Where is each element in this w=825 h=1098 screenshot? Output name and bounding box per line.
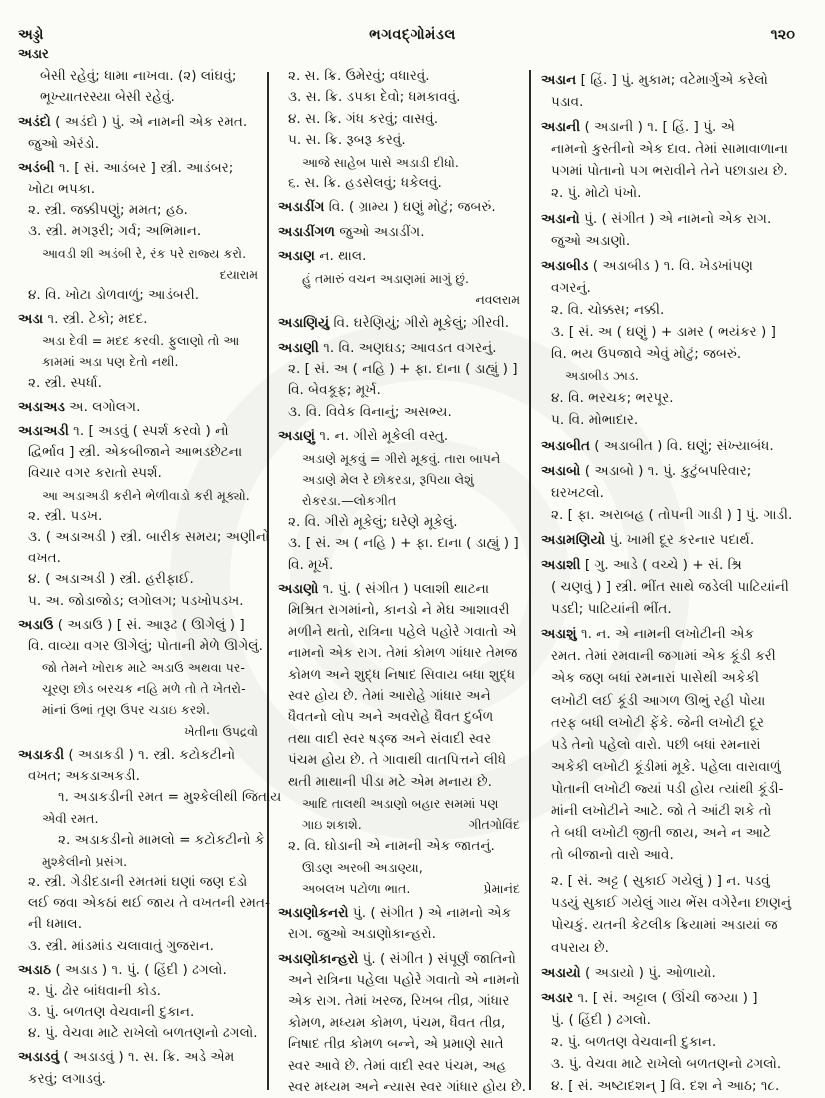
quotation-line: અડાણે મેલ રે છોકરડા, રૂપિયા લેશું bbox=[302, 472, 474, 488]
definition-line: ૨. [ સં. અ ( નહિ ) + ફા. દાના ( ડાહ્યું ) ] bbox=[288, 361, 518, 378]
definition-line: માંની લખોટીને આટે. જો તે આંટી શકે તો bbox=[551, 803, 772, 819]
entry-headline bbox=[541, 987, 811, 1009]
definition-line: વખત; અકડાઅકડી. bbox=[28, 768, 140, 784]
definition-line: ૨. સ્ત્રી. પડખ. bbox=[28, 507, 103, 524]
entry-headline bbox=[18, 158, 262, 179]
definition-line: ખોટા ભપકા. bbox=[28, 180, 96, 197]
entry-definition: ( અડાબીડ ) ૧. વિ. ખેડખાંપણ bbox=[592, 257, 754, 274]
quotation-line: કામમાં અડા પણ દેતો નથી. bbox=[42, 354, 179, 370]
definition-line: ૪. વિ. ભરચક; ભરપૂર. bbox=[551, 390, 674, 407]
example-line: મુશ્કેલીનો પ્રસંગ. bbox=[42, 853, 128, 869]
definition-line: ૪. પું. વેચવા માટે રાખેલો બળતણનો ઢગલો. bbox=[28, 1025, 258, 1042]
entry-definition: જુઓ અડાડીંગ. bbox=[339, 223, 425, 240]
definition-line: પડદી; પાટિયાંની ભીંત. bbox=[551, 601, 672, 618]
definition-line: ધૈવતનો લોપ અને અવરોહે ધૈવત દુર્બળ bbox=[288, 709, 494, 726]
headword: અડા bbox=[18, 311, 44, 328]
entry-definition: અ. લગોલગ. bbox=[69, 398, 141, 415]
entry-headline bbox=[278, 949, 524, 970]
entry-headline bbox=[278, 579, 524, 600]
headword: અડાણો bbox=[278, 580, 319, 597]
quotation-source: દયારામ bbox=[219, 266, 258, 282]
definition-line: લખોટી લઈ કૂંડી આગળ ઊભું રહી પોયા bbox=[551, 692, 766, 709]
entry-headline bbox=[541, 460, 811, 482]
entry-definition: ( અડાડ ) ૧. પું. ( હિંદી ) ઢગલો. bbox=[55, 961, 227, 978]
definition-line: કોમળ, મધ્યમ કોમળ, પંચમ, ધૈવત તીવ્ર, bbox=[288, 1014, 506, 1031]
entry-headline bbox=[541, 435, 811, 457]
page-number: ૧૨૦ bbox=[770, 27, 795, 43]
entry-definition: વિ. ( ગ્રામ્ય ) ઘણું મોટું; જબરું. bbox=[328, 199, 496, 216]
headword: અડાઅડી bbox=[18, 423, 69, 439]
entry-definition: [ ગુ. આડે ( વચ્ચે ) + સં. શ્રિ bbox=[584, 556, 742, 573]
quotation-line: અડા દેવી = મદદ કરવી. ફુલાણો તો આ bbox=[42, 333, 240, 349]
entry-headline bbox=[278, 246, 524, 267]
column-right bbox=[541, 66, 811, 1097]
headword: અડાબીડ bbox=[541, 257, 589, 274]
definition-line: ૫. સ. ક્રિ. રૂબરૂ કરવું. bbox=[288, 132, 406, 149]
definition-line: અકેકી લખોટી કૂંડીમાં મૂકે. પહેલા વારાવાળું bbox=[551, 758, 781, 775]
headword: અડાણોકાન્હરો bbox=[278, 950, 359, 967]
entry-headline bbox=[541, 69, 811, 91]
definition-line: ૨. [ ફા. અરાબહ ( તોપની ગાડી ) ] પું. ગાડી. bbox=[551, 506, 793, 523]
definition-line: ૩. પું. બળતણ વેચવાની દુકાન. bbox=[28, 1004, 195, 1021]
headword: અડાનો bbox=[541, 210, 580, 227]
entry-headline bbox=[541, 962, 811, 984]
quotation-line bbox=[278, 814, 524, 835]
quotation-line: આ અડાઅડી કરીને ભેળીવાડો કરી મૂક્યો. bbox=[42, 487, 250, 503]
quotation-source: ગીતગોવિંદ bbox=[468, 817, 520, 833]
definition-line: લઈ જવા એકઠાં થઈ જાય તે વખતની રમત- bbox=[28, 895, 270, 912]
entry-definition: ( અડાબીત ) વિ. ઘણું; સંખ્યાબંધ. bbox=[594, 437, 774, 454]
entry-headline bbox=[18, 112, 262, 133]
definition-line: વિ. મૂર્ખ. bbox=[288, 556, 334, 573]
headword: અડાશી bbox=[541, 556, 581, 573]
definition-line: બેસી રહેવું; ધામા નાખવા. (૨) લાંઘવું; bbox=[40, 68, 237, 84]
entry-definition: ( અડાકડી ) ૧. સ્ત્રી. કટોકટીનો bbox=[68, 746, 236, 763]
headword: અડાણું bbox=[278, 428, 315, 445]
definition-line: કરવું; લગાડવું. bbox=[28, 1070, 106, 1087]
headword: અડાણોકનરો bbox=[278, 904, 349, 921]
definition-line: પગમાં પોતાનો પગ ભરાવીને તેને પછાડાય છે. bbox=[551, 163, 788, 180]
entry-definition: પું. ( સંગીત ) સંપૂર્ણ જાતિનો bbox=[362, 950, 516, 967]
headword: અડાઉ bbox=[18, 616, 54, 633]
entry-definition: ૧. ન. એ નામની લખોટીની એક bbox=[580, 626, 755, 643]
entry-definition: પું. ખામી દૂર કરનાર પદાર્થ. bbox=[609, 531, 755, 548]
headword: અડંબી bbox=[18, 159, 55, 176]
definition-line: ૨. સ્ત્રી. જક્કીપણું; મમત; હઠ. bbox=[28, 202, 188, 219]
definition-line: વિચાર વગર કરાતો સ્પર્શ. bbox=[28, 465, 162, 482]
definition-line: ૪. ( અડાઅડી ) સ્ત્રી. હરીફાઈ. bbox=[28, 571, 194, 588]
headword: અડાડીંગળ bbox=[278, 223, 336, 240]
definition-line: વખત. bbox=[28, 550, 61, 567]
quotation-line: આવડી શી અડંબી રે, રંક પરે રાજ્ય કરો. bbox=[42, 245, 247, 261]
definition-line: ૨. સ્ત્રી. સ્પર્ધા. bbox=[28, 374, 102, 391]
entry-headline bbox=[18, 745, 262, 766]
quotation-source: ખેતીના ઉપદ્રવો bbox=[184, 723, 258, 739]
definition-line: ૩. [ સં. અ ( નહિ ) + ફા. દાના ( ડાહ્યું ) ] bbox=[288, 535, 519, 552]
definition-line: સ્વર હોય છે. તેમાં આરોહે ગાંધાર અને bbox=[288, 687, 491, 704]
entry-headline bbox=[541, 623, 811, 645]
entry-headline bbox=[18, 960, 262, 981]
definition-line: ૫. વિ. મોભાદાર. bbox=[551, 412, 639, 429]
entry-headline bbox=[278, 338, 524, 359]
definition-line: ૪. વિ. ખોટા ડોળવાળું; આડંબરી. bbox=[28, 286, 200, 303]
definition-line: નિષાદ તીવ્ર કોમળ બન્ને, એ પ્રમાણે સાતે bbox=[288, 1036, 504, 1053]
example-line: એવી રમત. bbox=[42, 811, 99, 827]
definition-line: ૨. વિ. ગીરો મૂકેલું; ઘરેણે મૂકેલું. bbox=[288, 513, 458, 530]
headword: અડાણિયું bbox=[278, 315, 330, 332]
quotation-line: આદિ તાલથી અડાણો બહાર સમમાં પણ bbox=[302, 795, 499, 811]
definition-line: તે બધી લખોટી જીતી જાય, અને ન આટે bbox=[551, 825, 771, 842]
headword: અડાર bbox=[541, 989, 574, 1006]
headword: અડાડીંગ bbox=[278, 199, 325, 216]
entry-headline bbox=[18, 615, 262, 636]
entry-definition: ( અડાઉ ) [ સં. આરૂઢ ( ઊગેલું ) ] bbox=[57, 616, 245, 633]
definition-line: ૨. વિ. ચોક્કસ; નક્કી. bbox=[551, 301, 665, 318]
headword: અડાની bbox=[541, 119, 581, 136]
definition-line: ૩. સ્ત્રી. મગરૂરી; ગર્વ; અભિમાન. bbox=[28, 223, 202, 240]
entry-headline bbox=[18, 397, 262, 418]
headword: અડંદો bbox=[18, 114, 51, 131]
quotation-line: અડાબીડ ઝાડ. bbox=[565, 368, 639, 384]
headword: અડાડવું bbox=[18, 1049, 60, 1066]
entry-headline bbox=[18, 309, 262, 330]
definition-line: દ્વિર્ભાવ ] સ્ત્રી. એકબીજાને આભડછેટના bbox=[28, 444, 243, 461]
definition-line: અને રાત્રિના પહેલા પહોરે ગવાતો એ નામનો bbox=[288, 972, 520, 989]
column-divider bbox=[529, 70, 531, 1090]
headword: અડાન bbox=[541, 72, 577, 88]
quotation-source: પ્રેમાનંદ bbox=[483, 881, 520, 897]
entry-headline bbox=[541, 529, 811, 551]
definition-line: ભૂખ્યાતરસ્યા બેસી રહેવું. bbox=[40, 89, 175, 106]
definition-line: મિશ્રિત રાગમાંનો, કાનડો ને મેઘ આશાવરી bbox=[288, 602, 510, 619]
entry-headline bbox=[278, 222, 524, 243]
column-left bbox=[18, 66, 282, 1090]
definition-line: પોચકું. યતની કેટલીક ક્રિયામાં અડાયાં જ bbox=[551, 917, 778, 934]
quotation-line: ચૂરણ છોડ બરચક નહિ મળે તો તે ખેતરો- bbox=[42, 681, 246, 697]
entry-definition: [ હિં. ] પું. મુકામ; વટેમાર્ગુએ કરેલો bbox=[580, 72, 768, 88]
definition-line: મળીને થતો, રાત્રિના પહેલે પહોરે ગવાતો એ bbox=[288, 623, 517, 640]
definition-line: જુઓ અડાણો. bbox=[551, 232, 631, 249]
definition-line: એક રાગ. તેમાં ખરજ, રિખબ તીવ્ર, ગાંધાર bbox=[288, 993, 510, 1010]
definition-line: ૨. સ્ત્રી. ગેડીદડાની રમતમાં ઘણાં જણ દડો bbox=[28, 873, 248, 890]
example-line: ૨. અડાકડીનો મામલો = કટોકટીનો કે bbox=[58, 831, 265, 848]
headword: અડાણી bbox=[278, 339, 319, 356]
headword: અડામણિયો bbox=[541, 531, 606, 548]
definition-line: ૨. સ. ક્રિ. ઉમેરવું; વધારવું. bbox=[288, 68, 430, 84]
entry-headline bbox=[541, 554, 811, 576]
entry-definition: ૧. [ અડવું ( સ્પર્શ કરવો ) નો bbox=[73, 423, 229, 439]
entry-definition: ૧. [ સં. આડંબર ] સ્ત્રી. આડંબર; bbox=[58, 159, 234, 176]
definition-line: ૩. સ. ક્રિ. ડપકા દેવો; ધમકાવવું. bbox=[288, 89, 461, 106]
headword: અડાણ bbox=[278, 248, 315, 265]
guide-word-first: અડ્ડો bbox=[18, 27, 44, 43]
definition-line: વિ. બેવકૂફ; મૂર્ખ. bbox=[288, 382, 381, 399]
quotation-text: ગાઇ શકાશે. bbox=[302, 817, 362, 833]
quotation-line: ઊડણ અરબી અડાણ્યા, bbox=[302, 860, 423, 876]
definition-line: ની ધમાલ. bbox=[28, 916, 83, 933]
entry-definition: ( અડંદો ) પું. એ નામની એક રમત. bbox=[55, 114, 248, 131]
headword: અડાશું bbox=[541, 626, 577, 643]
entry-definition: વિ. ઘરેણિયું; ગીરો મૂકેલું; ગીરવી. bbox=[333, 315, 510, 332]
headword: અડાબો bbox=[541, 462, 581, 479]
entry-definition: ( અડાયો ) પું. ઓળાયો. bbox=[585, 964, 716, 981]
quotation-text: અબલખ પટોળા ભાત. bbox=[302, 881, 411, 897]
definition-line: નામનો કુસ્તીનો એક દાવ. તેમાં સામાવાળાના bbox=[551, 141, 788, 158]
headword: અડાઠ bbox=[18, 961, 52, 978]
definition-line: ૨. [ સં. અટ્ટ ( સુકાઈ ગયેલું ) ] ન. પડવું bbox=[551, 873, 770, 890]
definition-line: કોમળ અને શુદ્ધ નિષાદ સિવાય બધા શુદ્ધ bbox=[288, 666, 516, 683]
definition-line: ૨. વિ. ઘોડાની એ નામની એક જાતનું. bbox=[288, 837, 495, 854]
definition-line: રાગ. જુઓ અડાણોકાન્હરો. bbox=[288, 926, 436, 943]
quotation-line: માંનાં ઉભાં તૃણ ઉપર ચડાઇ કરશે. bbox=[42, 702, 210, 718]
definition-line: ૨. પું. ઢોર બાંધવાની કોડ. bbox=[28, 982, 161, 999]
definition-line: વિ. ભય ઉપજાવે એવું મોટું; જબરું. bbox=[551, 346, 742, 363]
headword: અડાબીત bbox=[541, 437, 590, 454]
definition-line: ૩. પું. વેચવા માટે રાખેલો બળતણનો ઢગલો. bbox=[551, 1056, 782, 1073]
headword: અડાઅડ bbox=[18, 398, 65, 415]
definition-line: ૩. ( અડાઅડી ) સ્ત્રી. બારીક સમય; અણીનો bbox=[28, 528, 270, 545]
definition-line: ૩. [ સં. અ ( ઘણું ) + ડામર ( ભયંકર ) ] bbox=[551, 324, 776, 341]
definition-line: વિ. વાવ્યા વગર ઊગેલું; પોતાની મેળે ઊગેલું. bbox=[28, 637, 263, 654]
definition-line: ૨. પું. બળતણ વેચવાની દુકાન. bbox=[551, 1033, 717, 1050]
definition-line: ૫. અ. જોડાજોડ; લગોલગ; પડખોપડખ. bbox=[28, 592, 244, 609]
definition-line: ૩. સ્ત્રી. માંડમાંડ ચલાવાતું ગુજરાન. bbox=[28, 937, 214, 954]
entry-definition: ૧. વિ. અણઘડ; આવડત વગરનું. bbox=[323, 339, 497, 356]
definition-line: વપરાય છે. bbox=[551, 939, 609, 956]
entry-definition: ૧. ન. ગીરો મૂકેલી વસ્તુ. bbox=[319, 428, 449, 445]
entry-headline bbox=[278, 197, 524, 218]
definition-line: પું. ( હિંદી ) ઢગલો. bbox=[551, 1011, 651, 1028]
entry-headline bbox=[278, 313, 524, 334]
entry-definition: ન. થાલ. bbox=[319, 248, 367, 265]
definition-line: જુઓ એરંડો. bbox=[28, 135, 100, 152]
definition-line: તથા વાદી સ્વર ષડ્જ અને સંવાદી સ્વર bbox=[288, 730, 492, 747]
definition-line: એક જણ બધાં રમનારાં પાસેથી અકેકી bbox=[551, 670, 760, 687]
entry-headline bbox=[541, 116, 811, 138]
definition-line: સ્વર મધ્યમ અને ન્યાસ સ્વર ગાંધાર હોય છે. bbox=[288, 1078, 526, 1095]
entry-headline bbox=[18, 421, 262, 442]
definition-line: નામનો એક રાગ. તેમાં કોમળ ગાંધાર તેમજ bbox=[288, 645, 518, 662]
definition-line: ૨. પું. મોટો પંખો. bbox=[551, 185, 642, 202]
quotation-line: જો તેમને ખોરાક માટે અડાઉ અથવા પર- bbox=[42, 660, 245, 676]
entry-headline bbox=[541, 255, 811, 277]
guide-word-last: અડાર bbox=[18, 47, 49, 62]
quotation-line: અડાણે મૂકવું = ગીરો મૂકવું. તારા બાપને bbox=[302, 450, 501, 466]
entry-headline bbox=[278, 426, 524, 447]
definition-line: ઘરખટલો. bbox=[551, 484, 604, 501]
quotation-source: નવલરામ bbox=[475, 291, 520, 307]
definition-line: સ્વર આવે છે. તેમાં વાદી સ્વર પંચમ, અહ bbox=[288, 1057, 507, 1074]
entry-definition: ૧. સ્ત્રી. ટેકો; મદદ. bbox=[47, 311, 148, 328]
definition-line: પોતાની લખોટી જ્યાં પડી હોય ત્યાંથી કૂંડી- bbox=[551, 780, 784, 797]
example-line: ૧. અડાકડીની રમત = મુશ્કેલીથી જિતાય bbox=[58, 789, 282, 806]
running-title: ભગવદ્ગોમંડલ bbox=[369, 27, 456, 43]
entry-definition: ૧. પું. ( સંગીત ) પલાશી થાટના bbox=[322, 580, 490, 597]
definition-line: પડે તેનો પહેલો વારો. પછી બધાં રમનારાં bbox=[551, 736, 761, 753]
column-divider bbox=[267, 72, 269, 1090]
column-middle bbox=[278, 66, 524, 1098]
entry-definition: ૧. [ સં. અટ્ટાલ ( ઊંચી જગ્યા ) ] bbox=[577, 989, 758, 1006]
headword: અડાયો bbox=[541, 964, 581, 981]
definition-line: પંચમ હોય છે. તે ગાવાથી વાતપિત્તને લીધે bbox=[288, 752, 507, 769]
definition-line: ૬. સ. ક્રિ. હડસેલવું; ધકેલવું. bbox=[288, 174, 442, 191]
definition-line: વગરનું. bbox=[551, 279, 591, 296]
definition-line: તો બીજાનો વારો આવે. bbox=[551, 847, 674, 864]
entry-definition: પું. ( સંગીત ) એ નામનો એક રાગ. bbox=[584, 210, 772, 227]
headword: અડાકડી bbox=[18, 746, 65, 763]
definition-line: પડાવ. bbox=[551, 94, 584, 111]
entry-definition: ( અડાડવું ) ૧. સ. ક્રિ. અડે એમ bbox=[63, 1049, 235, 1066]
definition-line: ૪. [ સં. અષ્ટાદશન્ ] વિ. દશ ને આઠ; ૧૮. bbox=[551, 1078, 780, 1095]
definition-line: તરફ બધી લખોટી ફેંકે. જેની લખોટી દૂર bbox=[551, 714, 765, 731]
definition-line: થતી માથાની પીડા મટે એમ મનાય છે. bbox=[288, 773, 492, 790]
quotation-line: આજે સાહેબ પાસે અડાડી દીધો. bbox=[302, 154, 459, 170]
entry-definition: ( અડાબો ) ૧. પું. કુટુંબપરિવાર; bbox=[584, 462, 752, 479]
entry-headline bbox=[278, 903, 524, 924]
entry-headline bbox=[18, 1047, 262, 1068]
definition-line: પડયું સુકાઈ ગયેલું ગાય ભેંસ વગેરેના છાણનું bbox=[551, 895, 792, 912]
entry-headline bbox=[541, 208, 811, 230]
quotation-line: હું તમારું વચન અડાણમાં માગું છું. bbox=[302, 270, 469, 286]
quotation-line: રોકરડા.—લોકગીત bbox=[302, 493, 397, 509]
entry-definition: પું. ( સંગીત ) એ નામનો એક bbox=[352, 904, 512, 921]
quotation-line bbox=[278, 878, 524, 899]
definition-line: ( ચણવું ) ] સ્ત્રી. ભીંત સાથે જડેલી પાટિયાંની bbox=[551, 579, 789, 596]
definition-line: ૪. સ. ક્રિ. ગંધ કરવું; વાસવું. bbox=[288, 110, 439, 127]
entry-definition: ( અડાની ) ૧. [ હિં. ] પું. એ bbox=[584, 119, 735, 136]
definition-line: ૩. વિ. વિવેક વિનાનું; અસભ્ય. bbox=[288, 403, 452, 420]
definition-line: રમત. તેમાં રમવાની જગામાં એક કૂંડી કરી bbox=[551, 648, 776, 665]
